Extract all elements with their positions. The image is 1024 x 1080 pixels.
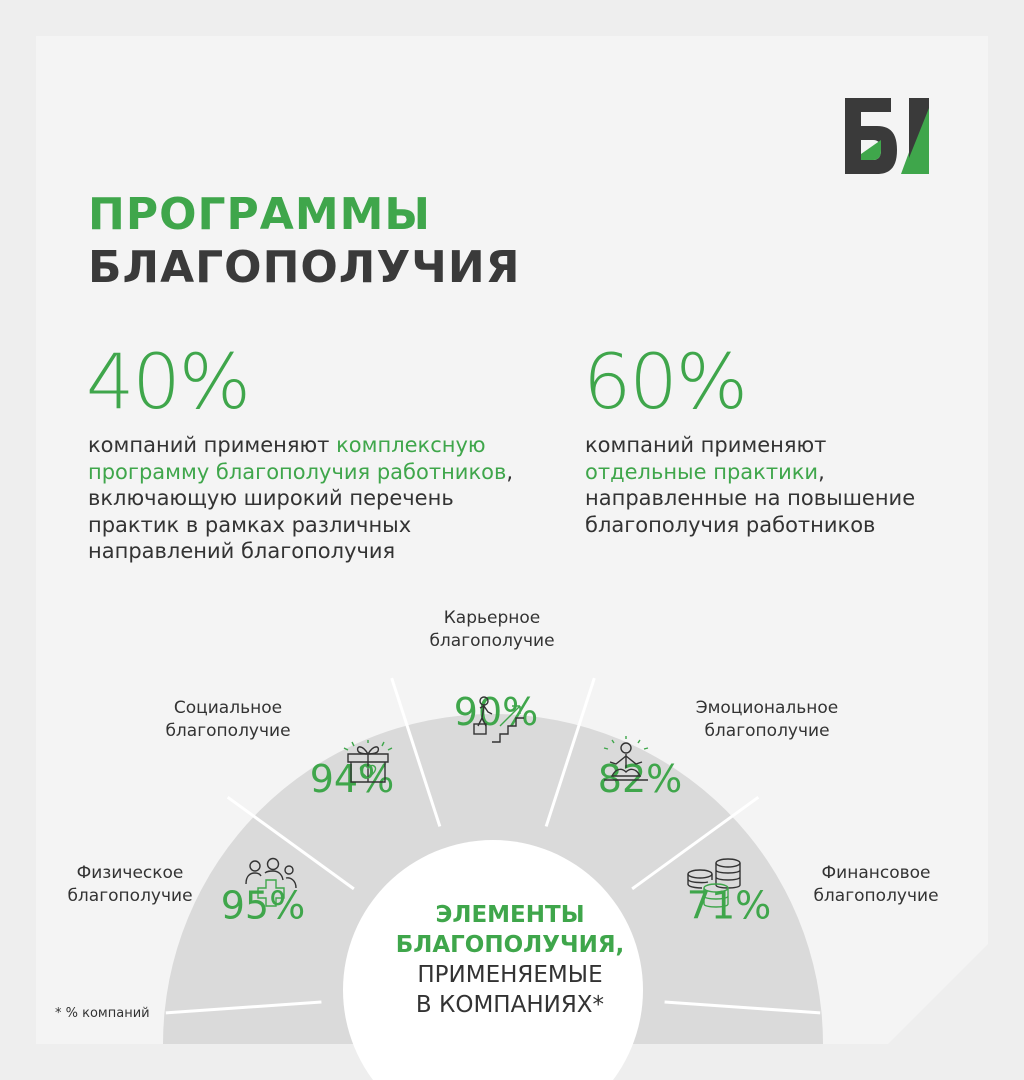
category-label-social: Социальное благополучие — [165, 698, 291, 741]
value-label-4: 71% — [686, 883, 772, 928]
value-label-3: 82% — [597, 756, 683, 801]
stat-2-text: компаний применяют отдельные практики, направленные на повышение благополучия работников — [585, 433, 916, 537]
chart-title-line-4: В КОМПАНИЯХ* — [415, 992, 605, 1018]
stat-2-value: 60% — [583, 337, 746, 426]
value-label-2: 90% — [453, 690, 539, 734]
value-label-0: 95% — [220, 883, 306, 928]
title-line-2: БЛАГОПОЛУЧИЯ — [88, 242, 521, 293]
value-label-1: 94% — [309, 756, 395, 801]
chart-title-line-1: ЭЛЕМЕНТЫ — [435, 902, 585, 928]
title-line-1: ПРОГРАММЫ — [88, 189, 431, 240]
chart-title-line-3: ПРИМЕНЯЕМЫЕ — [417, 962, 603, 988]
category-label-emotional: Эмоциональное благополучие — [695, 698, 839, 741]
category-label-financial: Финансовое благополучие — [813, 863, 939, 906]
stat-1-text: компаний применяют комплексную программу благополучия работников, включающую широкий перечень практик в рамках различных направлений благополучия — [88, 433, 514, 563]
category-label-career: Карьерное благополучие — [429, 608, 555, 651]
category-label-physical: Физическое благополучие — [67, 863, 193, 906]
footnote: * % компаний — [55, 1006, 150, 1021]
stat-1-value: 40% — [86, 337, 249, 426]
chart-title-line-2: БЛАГОПОЛУЧИЯ, — [395, 932, 625, 958]
